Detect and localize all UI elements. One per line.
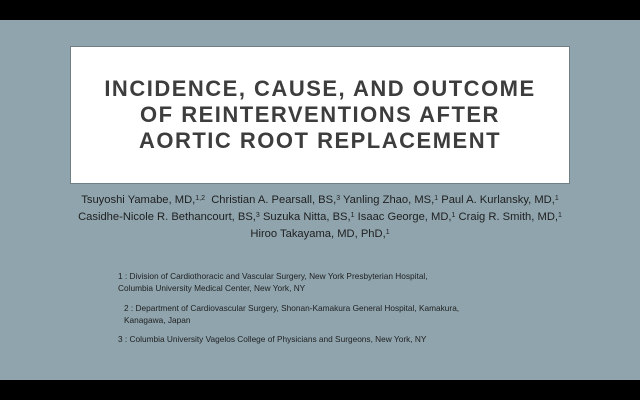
- author-affiliation-mark: 1: [385, 229, 390, 236]
- affiliation-line: Columbia University Medical Center, New York, NY: [118, 283, 306, 293]
- author-affiliation-mark: 3: [255, 212, 260, 219]
- author-affiliation-mark: 1: [350, 212, 355, 219]
- author-name: Yanling Zhao, MS,: [343, 194, 435, 206]
- author-affiliation-mark: 1: [558, 212, 562, 219]
- title-line: AORTIC ROOT REPLACEMENT: [138, 128, 502, 153]
- author-affiliation-mark: 1: [451, 212, 456, 219]
- author-line-1: [40, 192, 600, 209]
- author-list: [40, 192, 600, 243]
- author-affiliation-mark: 3: [336, 195, 341, 202]
- author-name: Casidhe-Nicole R. Bethancourt, BS,: [78, 211, 256, 223]
- author-affiliation-mark: 1,2: [195, 195, 205, 202]
- title-line: INCIDENCE, CAUSE, AND OUTCOME: [104, 76, 536, 101]
- author-name: Suzuka Nitta, BS,: [262, 211, 351, 223]
- title-box: [70, 46, 570, 184]
- author-name: Tsuyoshi Yamabe, MD,: [81, 194, 196, 206]
- affiliation-1: [118, 270, 428, 294]
- author-name: Isaac George, MD,: [357, 211, 452, 223]
- affiliation-3: [118, 333, 426, 345]
- author-line-3: [40, 226, 600, 243]
- author-name: Paul A. Kurlansky, MD,: [441, 194, 555, 206]
- affiliation-line: Kanagawa, Japan: [124, 315, 191, 325]
- affiliation-line: 1 : Division of Cardiothoracic and Vascular Surgery, New York Presbyterian Hospital,: [118, 271, 428, 281]
- affiliation-2: [124, 302, 459, 326]
- author-affiliation-mark: 1: [554, 195, 559, 202]
- author-name: Hiroo Takayama, MD, PhD,: [250, 228, 386, 240]
- affiliation-line: 2 : Department of Cardiovascular Surgery, Shonan-Kamakura General Hospital, Kamakura,: [124, 303, 460, 313]
- affiliation-line: 3 : Columbia University Vagelos College of Physicians and Surgeons, New York, NY: [118, 334, 427, 344]
- slide-title: [104, 76, 535, 154]
- author-name: Christian A. Pearsall, BS,: [211, 194, 337, 206]
- author-line-2: [40, 209, 600, 226]
- author-affiliation-mark: 1: [434, 195, 439, 202]
- author-name: Craig R. Smith, MD,: [458, 211, 559, 223]
- title-line: OF REINTERVENTIONS AFTER: [140, 102, 500, 127]
